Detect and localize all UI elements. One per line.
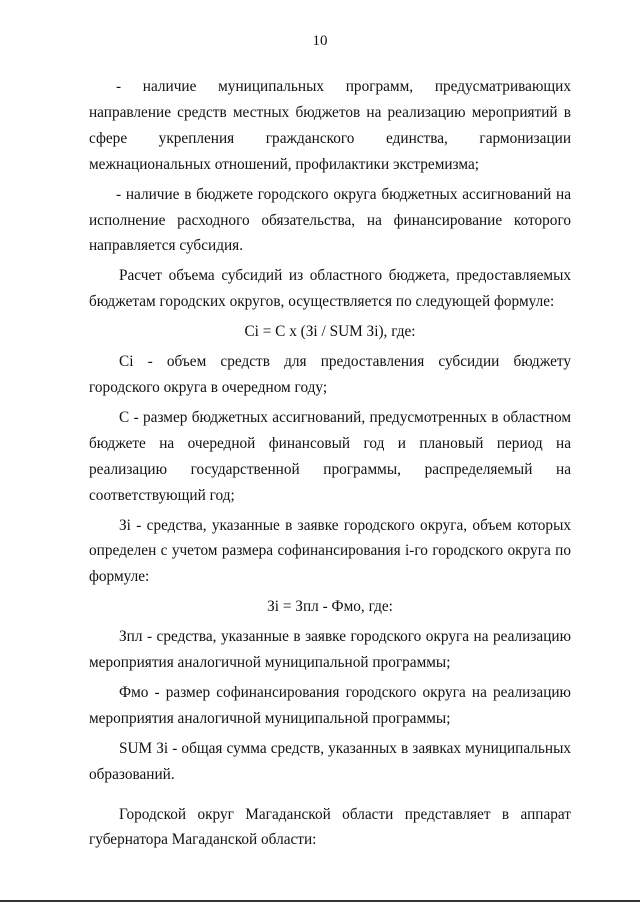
paragraph-zpl-definition: Зпл - средства, указанные в заявке городского округа на реализацию мероприятия аналогичной муниципальной программы; (89, 628, 571, 672)
paragraph-ci-definition: Ci - объем средств для предоставления субсидии бюджету городского округа в очередном году; (89, 353, 571, 396)
paragraph-zi-definition: Зi - средства, указанные в заявке городского округа, объем которых определен с учетом размера софинансирования i-го городского округа по формуле: (89, 516, 571, 586)
paragraph-fmo-definition: Фмо - размер софинансирования городского округа на реализацию мероприятия аналогичной муниципальной программы; (89, 683, 571, 727)
bottom-edge-line (0, 900, 640, 902)
formula-zi: Зi = Зпл - Фмо, где: (267, 598, 393, 616)
formula-ci: Ci = C x (Зi / SUM Зi), где: (244, 323, 416, 341)
paragraph-submission-intro: Городской округ Магаданской области представляет в аппарат губернатора Магаданской области: (89, 805, 571, 849)
paragraph-municipal-programs: - наличие муниципальных программ, предусматривающих направление средств местных бюджетов на реализацию мероприятий в сфере укрепления гражданского единства, гармонизации межнациональных отношений, профилактики экстремизма; (89, 78, 571, 173)
paragraph-sum-definition: SUM Зi - общая сумма средств, указанных в заявках муниципальных образований. (89, 739, 571, 783)
page-number: 10 (312, 33, 328, 49)
paragraph-budget-allocations: - наличие в бюджете городского округа бюджетных ассигнований на исполнение расходного обязательства, на финансирование которого направляется субсидия. (89, 185, 571, 255)
document-body (89, 74, 571, 857)
paragraph-c-definition: C - размер бюджетных ассигнований, предусмотренных в областном бюджете на очередной финансовый год и плановый период на реализацию государственной программы, распределяемый на соответствующий год; (89, 408, 571, 504)
paragraph-calculation-intro: Расчет объема субсидий из областного бюджета, предоставляемых бюджетам городских округов, осуществляется по следующей формуле: (89, 267, 571, 311)
paragraph-gap (89, 792, 571, 802)
